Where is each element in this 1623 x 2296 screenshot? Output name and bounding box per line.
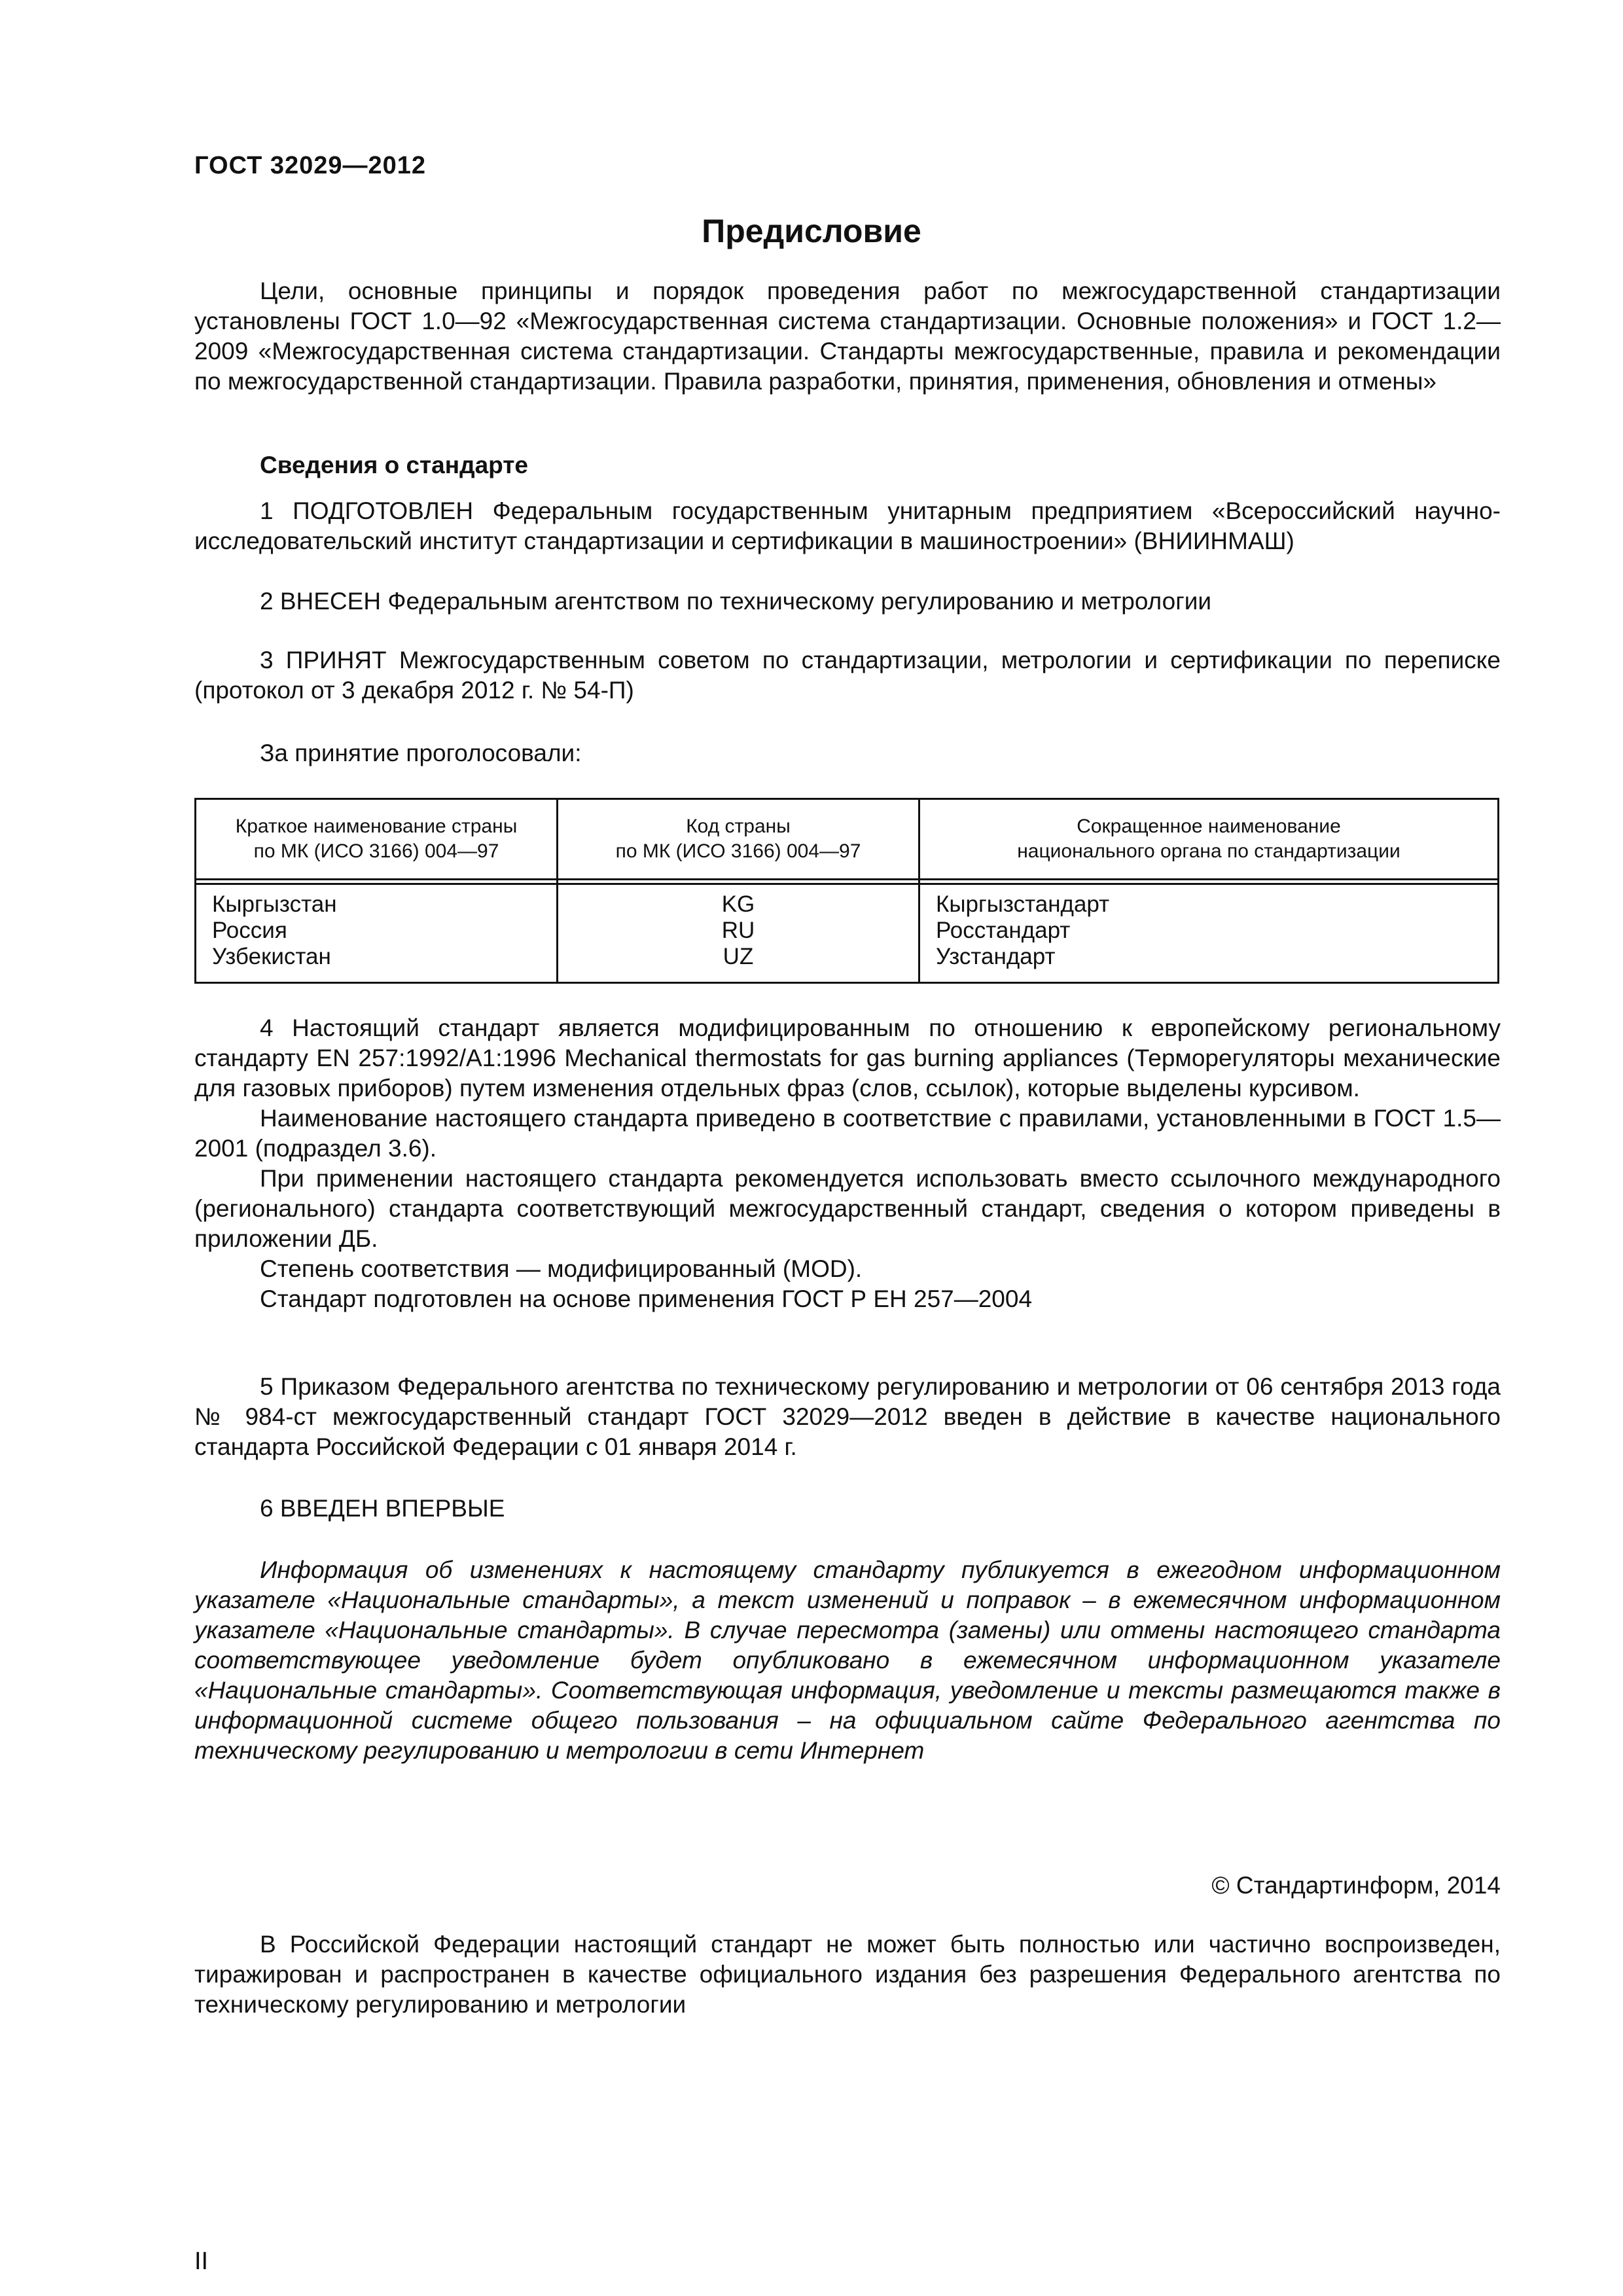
standard-code: ГОСТ 32029—2012 — [194, 152, 427, 179]
item5-paragraph: 5 Приказом Федерального агентства по техническому регулированию и метрологии от 06 сентября 2013 года № 984-ст межгосударственный стандарт ГОСТ 32029—2012 введен в действие в качестве национального стандарта Российской Федерации с 01 января 2014 г. — [194, 1373, 1501, 1460]
header-body-line2: национального органа по стандартизации — [1017, 840, 1400, 862]
header-country — [196, 799, 558, 880]
votes-table — [194, 798, 1499, 984]
item-3 — [194, 645, 1501, 706]
cell-code: UZ — [558, 944, 919, 983]
cell-body: Узстандарт — [919, 944, 1499, 983]
intro-section — [194, 276, 1501, 397]
info-heading-block — [194, 450, 1501, 480]
header-body-line1: Сокращенное наименование — [1077, 816, 1341, 837]
cell-country: Россия — [196, 918, 558, 944]
item4-paragraph-1: 4 Настоящий стандарт является модифицированным по отношению к европейскому региональному стандарту EN 257:1992/A1:1996 Mechanical thermostats for gas burning appliances (Терморегуляторы механические для газовых приборов) путем изменения отдельных фраз (слов, ссылок), которые выделены курсивом. — [194, 1014, 1501, 1102]
table-row — [196, 944, 1499, 983]
item-2 — [194, 586, 1501, 617]
item4-paragraph-3: При применении настоящего стандарта рекомендуется использовать вместо ссылочного международного (регионального) стандарта соответствующий межгосударственный стандарт, сведения о котором приведены в приложении ДБ. — [194, 1165, 1501, 1252]
item-4 — [194, 1013, 1501, 1314]
item-prepared: 1 ПОДГОТОВЛЕН Федеральным государственным унитарным предприятием «Всероссийский научно-исследовательский институт стандартизации и сертификации в машиностроении» (ВНИИНМАШ) — [194, 497, 1501, 554]
item6-paragraph: 6 ВВЕДЕН ВПЕРВЫЕ — [260, 1495, 505, 1522]
header-code — [558, 799, 919, 880]
item-5 — [194, 1372, 1501, 1462]
voted-label: За принятие проголосовали: — [260, 740, 582, 766]
header-code-line1: Код страны — [686, 816, 791, 837]
header-code-line2: по МК (ИСО 3166) 004—97 — [615, 840, 861, 862]
item4-paragraph-5: Стандарт подготовлен на основе применения ГОСТ Р ЕН 257—2004 — [260, 1285, 1033, 1312]
table-separator — [196, 880, 1499, 884]
table-row — [196, 884, 1499, 918]
intro-paragraph: Цели, основные принципы и порядок проведения работ по межгосударственной стандартизации установлены ГОСТ 1.0—92 «Межгосударственная система стандартизации. Основные положения» и ГОСТ 1.2—2009 «Межгосударственная система стандартизации. Стандарты межгосударственные, правила и рекомендации по межгосударственной стандартизации. Правила разработки, принятия, применения, обновления и отмены» — [194, 278, 1501, 395]
cell-body: Росстандарт — [919, 918, 1499, 944]
cell-country: Узбекистан — [196, 944, 558, 983]
item-6 — [194, 1494, 1501, 1524]
item-submitted: 2 ВНЕСЕН Федеральным агентством по техническому регулированию и метрологии — [260, 588, 1212, 615]
item-adopted: 3 ПРИНЯТ Межгосударственным советом по стандартизации, метрологии и сертификации по переписке (протокол от 3 декабря 2012 г. № 54-П) — [194, 647, 1501, 704]
changes-info-paragraph: Информация об изменениях к настоящему стандарту публикуется в ежегодном информационном указателе «Национальные стандарты», а текст изменений и поправок – в ежемесячном информационном указателе «Национальные стандарты». В случае пересмотра (замены) или отмены настоящего стандарта соответствующее уведомление будет опубликовано в ежемесячном информационном указателе «Национальные стандарты». Соответствующая информация, уведомление и тексты размещаются также в информационной системе общего пользования – на официальном сайте Федерального агентства по техническому регулированию и метрологии в сети Интернет — [194, 1556, 1501, 1764]
item4-paragraph-4: Степень соответствия — модифицированный (MOD). — [260, 1255, 863, 1282]
cell-body: Кыргызстандарт — [919, 884, 1499, 918]
cell-country: Кыргызстан — [196, 884, 558, 918]
header-country-line1: Краткое наименование страны — [235, 816, 518, 837]
page-number: II — [194, 2248, 209, 2275]
item4-paragraph-2: Наименование настоящего стандарта приведено в соответствие с правилами, установленными в ГОСТ 1.5—2001 (подраздел 3.6). — [194, 1105, 1501, 1162]
copyright-block — [194, 1871, 1501, 1901]
cell-code: KG — [558, 884, 919, 918]
header-country-line2: по МК (ИСО 3166) 004—97 — [253, 840, 499, 862]
item-1 — [194, 496, 1501, 556]
cell-code: RU — [558, 918, 919, 944]
info-heading: Сведения о стандарте — [260, 452, 528, 478]
page-title: Предисловие — [702, 213, 921, 249]
voted-label-block — [194, 738, 1501, 768]
copyright-notice: © Стандартинформ, 2014 — [1211, 1872, 1501, 1899]
rights-paragraph: В Российской Федерации настоящий стандарт не может быть полностью или частично воспроизведен, тиражирован и распространен в качестве официального издания без разрешения Федерального агентства по техническому регулированию и метрологии — [194, 1931, 1501, 2018]
table-row — [196, 918, 1499, 944]
header-body — [919, 799, 1499, 880]
changes-info-block — [194, 1555, 1501, 1766]
rights-block — [194, 1929, 1501, 2020]
votes-table-header — [196, 799, 1499, 880]
